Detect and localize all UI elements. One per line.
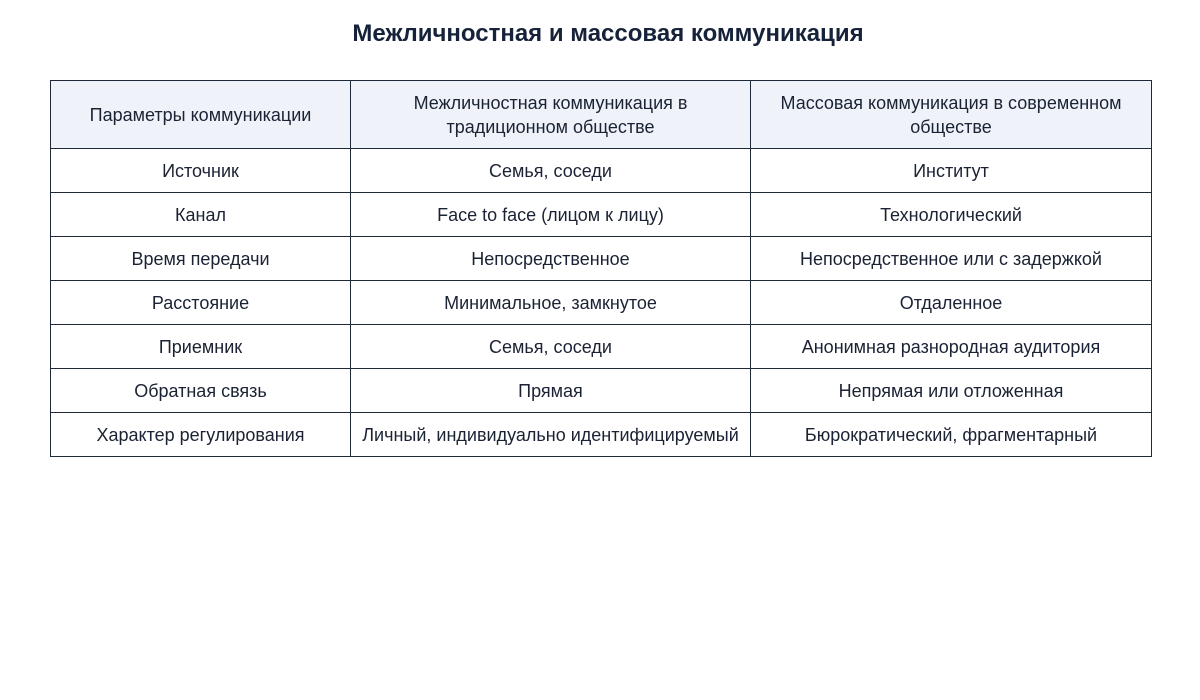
table-cell-mass: Технологический [751,193,1152,237]
table-cell-parameter: Обратная связь [51,369,351,413]
table-cell-parameter: Время передачи [51,237,351,281]
header-cell-interpersonal: Межличностная коммуникация в традиционном обществе [351,81,751,149]
table-row [51,237,1152,281]
table-cell-parameter: Канал [51,193,351,237]
table-row [51,193,1152,237]
table-header [51,81,1152,149]
table-cell-mass: Институт [751,149,1152,193]
table-cell-mass: Непосредственное или с задержкой [751,237,1152,281]
table-cell-mass: Непрямая или отложенная [751,369,1152,413]
table-cell-interpersonal: Face to face (лицом к лицу) [351,193,751,237]
table-cell-mass: Отдаленное [751,281,1152,325]
comparison-table [50,80,1152,457]
table-cell-interpersonal: Прямая [351,369,751,413]
table-cell-parameter: Источник [51,149,351,193]
table-body [51,149,1152,457]
table-cell-parameter: Приемник [51,325,351,369]
table-row [51,149,1152,193]
table-row [51,325,1152,369]
table-cell-interpersonal: Непосредственное [351,237,751,281]
table-cell-parameter: Расстояние [51,281,351,325]
table-cell-interpersonal: Семья, соседи [351,325,751,369]
page-title: Межличностная и массовая коммуникация [352,20,864,47]
table-cell-interpersonal: Минимальное, замкнутое [351,281,751,325]
header-cell-parameters: Параметры коммуникации [51,81,351,149]
table-cell-mass: Анонимная разнородная аудитория [751,325,1152,369]
table-row [51,369,1152,413]
table-cell-interpersonal: Семья, соседи [351,149,751,193]
table-cell-parameter: Характер регулирования [51,413,351,457]
table-cell-mass: Бюрократический, фрагментарный [751,413,1152,457]
table-row [51,413,1152,457]
header-row [51,81,1152,149]
table-cell-interpersonal: Личный, индивидуально идентифицируемый [351,413,751,457]
table-row [51,281,1152,325]
header-cell-mass: Массовая коммуникация в современном обществе [751,81,1152,149]
